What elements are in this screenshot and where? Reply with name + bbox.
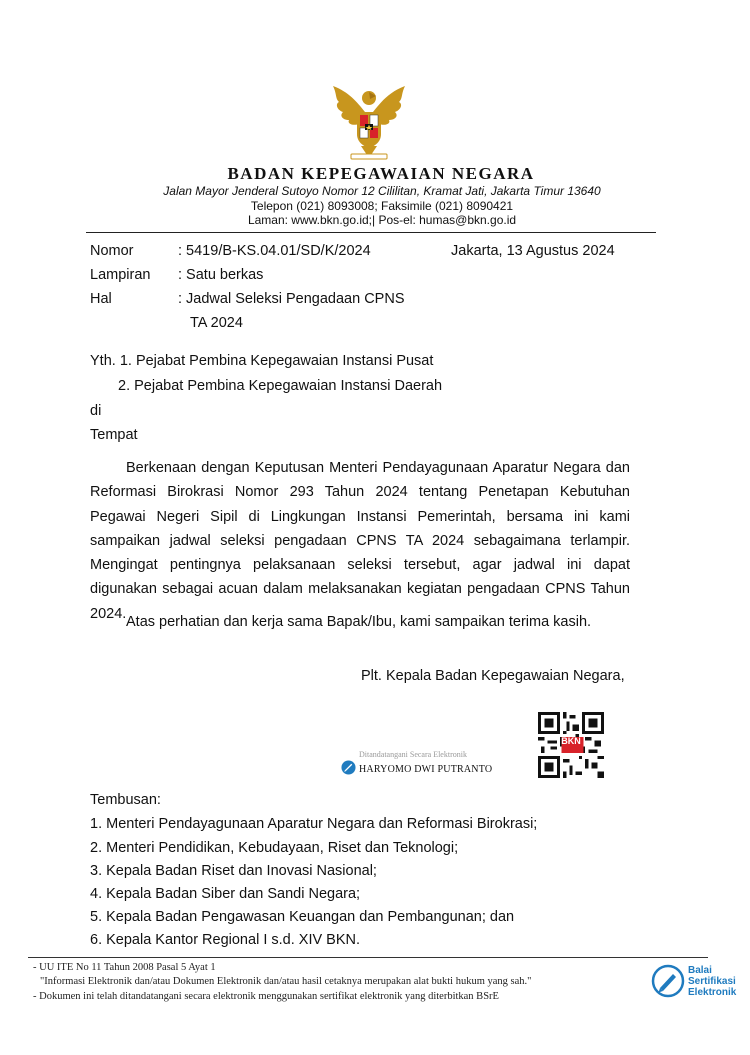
bsre-text-line3: Elektronik xyxy=(688,987,737,998)
footer-divider xyxy=(28,957,708,958)
footer-law-quote: "Informasi Elektronik dan/atau Dokumen Elektronik dan/atau hasil cetaknya merupakan alat bukti hukum yang sah." xyxy=(40,976,532,987)
recipient-di: di xyxy=(90,403,102,419)
letter-date: Jakarta, 13 Agustus 2024 xyxy=(451,243,615,259)
lampiran-value: : Satu berkas xyxy=(178,267,264,283)
body-paragraph-1: Berkenaan dengan Keputusan Menteri Pendayagunaan Aparatur Negara dan Reformasi Birokrasi Nomor 293 Tahun 2024 tentang Penetapan Kebutuhan Pegawai Negeri Sipil di Lingkungan Instansi Pemerintah, bersama ini kami sampaikan jadwal seleksi pengadaan CPNS TA 2024 sebagaimana terlampir. Mengingat pentingnya pelaksanaan seleksi tersebut, agar jadwal ini dapat digunakan sebagai acuan dalam melaksanakan kegiatan pengadaan CPNS Tahun 2024. xyxy=(90,460,630,622)
hal-value-line2: TA 2024 xyxy=(190,315,243,331)
bsre-text-line2: Sertifikasi xyxy=(688,976,736,987)
garuda-emblem-icon xyxy=(327,82,411,162)
tembusan-item: 1. Menteri Pendayagunaan Aparatur Negara dan Reformasi Birokrasi; xyxy=(90,816,538,832)
hal-label: Hal xyxy=(90,291,112,307)
tembusan-item: 2. Menteri Pendidikan, Kebudayaan, Riset dan Teknologi; xyxy=(90,840,459,856)
body-paragraph-2: Atas perhatian dan kerja sama Bapak/Ibu, kami sampaikan terima kasih. xyxy=(126,614,592,630)
recipient-line-1: Yth. 1. Pejabat Pembina Kepegawaian Instansi Pusat xyxy=(90,353,434,369)
tembusan-item: 3. Kepala Badan Riset dan Inovasi Nasional; xyxy=(90,863,377,879)
qr-badge-label: BKN xyxy=(561,736,581,746)
nomor-label: Nomor xyxy=(90,243,134,259)
tembusan-item: 5. Kepala Badan Pengawasan Keuangan dan Pembangunan; dan xyxy=(90,909,515,925)
signatory-name: HARYOMO DWI PUTRANTO xyxy=(359,764,493,775)
nomor-value: : 5419/B-KS.04.01/SD/K/2024 xyxy=(178,243,371,259)
signature-mark-icon xyxy=(341,760,356,775)
bsre-logo-text xyxy=(688,965,736,998)
footer-signature-note: - Dokumen ini telah ditandatangani secara elektronik menggunakan sertifikat elektronik yang diterbitkan BSrE xyxy=(33,991,499,1002)
organization-web: Laman: www.bkn.go.id;| Pos-el: humas@bkn.go.id xyxy=(247,213,517,227)
signatory-position: Plt. Kepala Badan Kepegawaian Negara, xyxy=(361,668,625,684)
organization-address: Jalan Mayor Jenderal Sutoyo Nomor 12 Cililitan, Kramat Jati, Jakarta Timur 13640 xyxy=(163,184,601,198)
recipient-line-2: 2. Pejabat Pembina Kepegawaian Instansi Daerah xyxy=(118,378,443,394)
footer-law-reference: - UU ITE No 11 Tahun 2008 Pasal 5 Ayat 1 xyxy=(33,962,216,973)
tembusan-title: Tembusan: xyxy=(90,792,161,808)
organization-phone: Telepon (021) 8093008; Faksimile (021) 8090421 xyxy=(250,199,514,213)
signed-electronically-note: Ditandatangani Secara Elektronik xyxy=(359,750,467,759)
hal-value-line1: : Jadwal Seleksi Pengadaan CPNS xyxy=(178,291,405,307)
lampiran-label: Lampiran xyxy=(90,267,151,283)
letterhead-divider xyxy=(86,232,656,233)
tembusan-item: 4. Kepala Badan Siber dan Sandi Negara; xyxy=(90,886,361,902)
organization-name: BADAN KEPEGAWAIAN NEGARA xyxy=(227,164,535,183)
bsre-logo-icon xyxy=(651,964,685,998)
recipient-tempat: Tempat xyxy=(90,427,138,443)
bsre-text-line1: Balai xyxy=(688,965,712,976)
tembusan-item: 6. Kepala Kantor Regional I s.d. XIV BKN. xyxy=(90,932,361,948)
